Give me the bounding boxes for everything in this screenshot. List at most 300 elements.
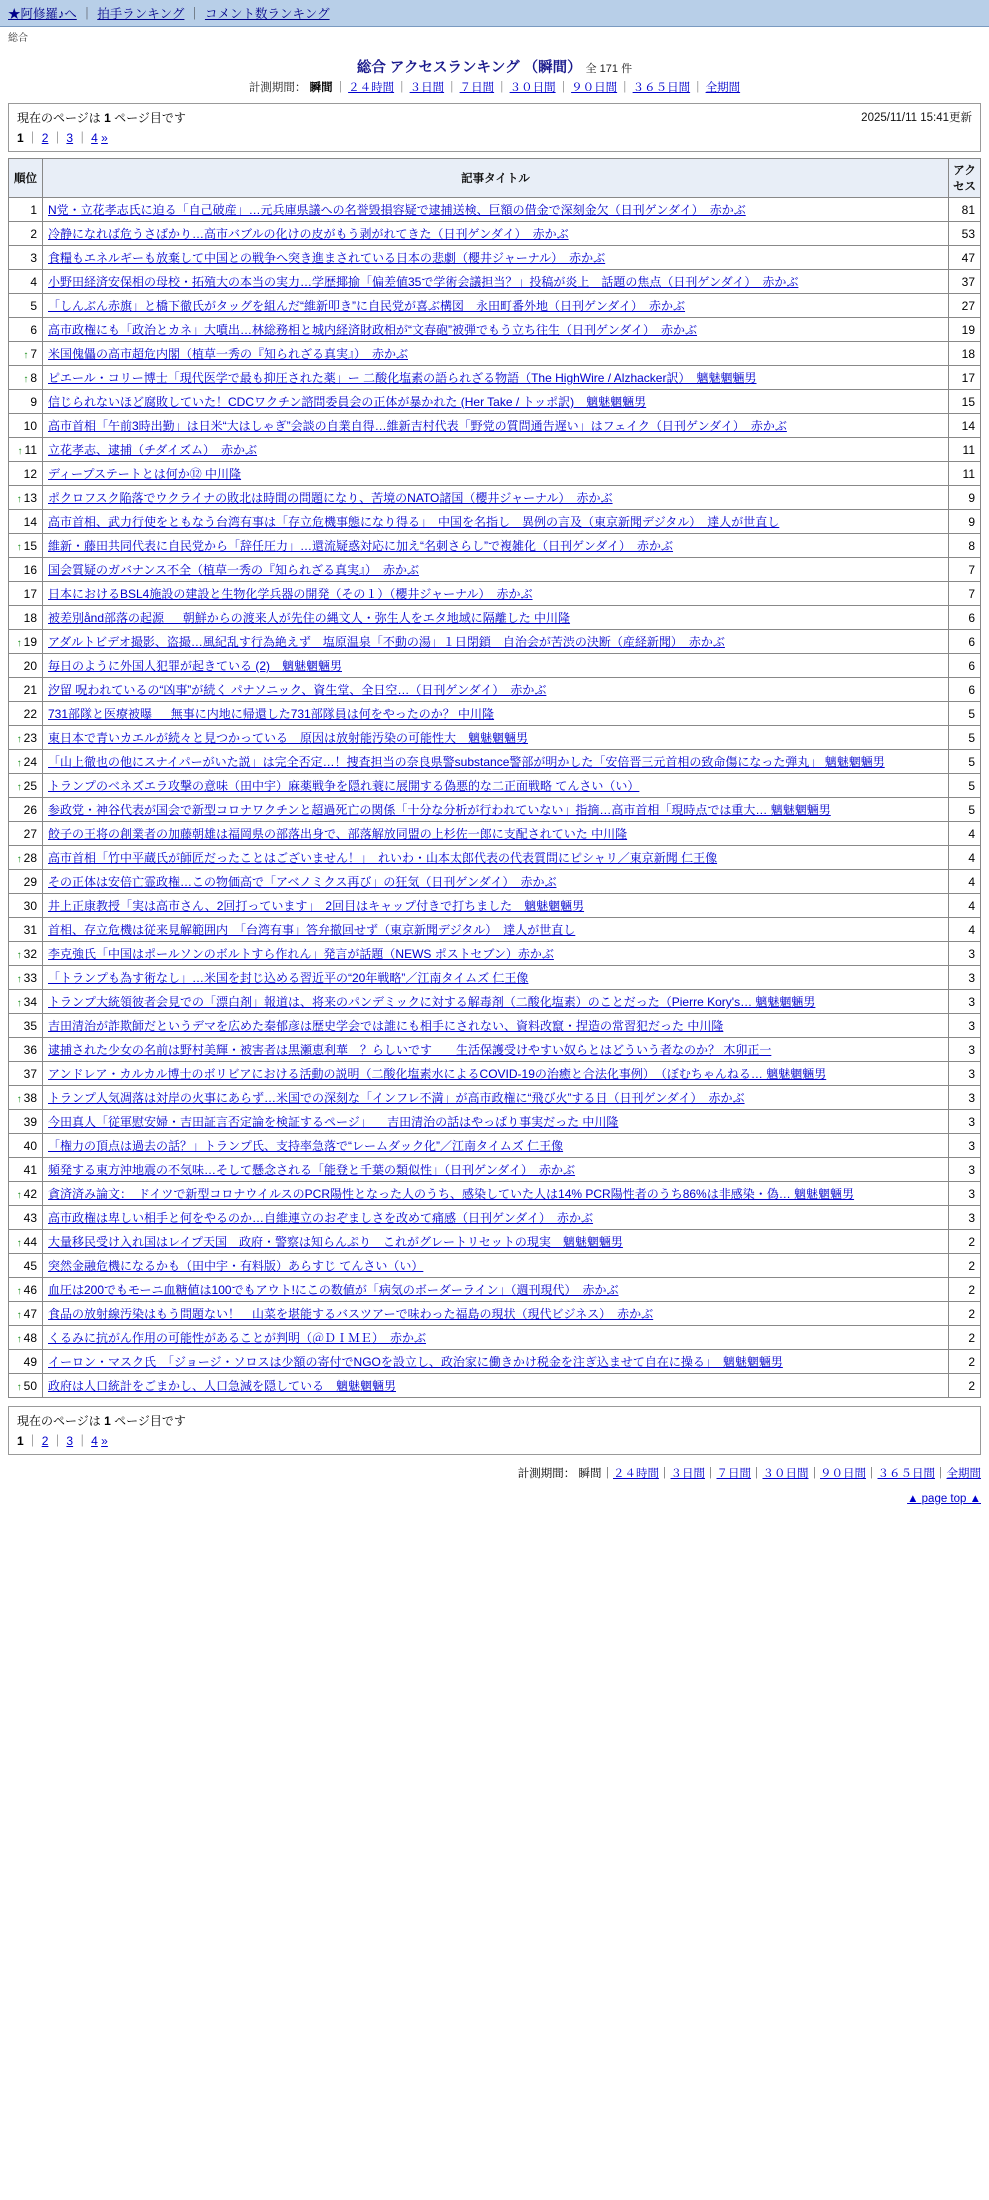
- article-title-link[interactable]: ディープステートとは何か⑫ 中川隆: [48, 467, 242, 481]
- rank-number: 28: [23, 850, 37, 865]
- period-option-30d-top[interactable]: ３０日間: [509, 82, 556, 94]
- period-option-7d-top[interactable]: ７日間: [459, 82, 495, 94]
- rank-cell: [9, 894, 43, 918]
- current-page-prefix-bottom: 現在のページは: [17, 1414, 101, 1428]
- rank-cell: [9, 798, 43, 822]
- article-title-link[interactable]: 高市首相、武力行使をともなう台湾有事は「存立危機事態になり得る」 中国を名指し 異例の言及（東京新聞デジタル） 達人が世直し: [48, 515, 780, 529]
- article-title-link[interactable]: 頻発する東方沖地震の不気味…そして懸念される「能登と千葉の類似性」（日刊ゲンダイ） 赤かぶ: [48, 1163, 576, 1177]
- access-count-cell: 3: [949, 966, 981, 990]
- article-title-cell: [43, 894, 949, 918]
- page-sep-b3: ｜: [76, 1434, 89, 1448]
- period-sep-b4: ｜: [751, 1468, 763, 1480]
- last-updated-text: 2025/11/11 15:41更新: [861, 112, 972, 124]
- rank-number: 17: [23, 586, 37, 601]
- article-title-link[interactable]: 今田真人「従軍慰安婦・吉田証言否定論を検証するページ」＿ 吉田清治の話はやっぱり事実だった 中川隆: [48, 1115, 619, 1129]
- article-title-cell: [43, 318, 949, 342]
- page-link-2-bottom[interactable]: 2: [41, 1434, 49, 1448]
- article-title-cell: [43, 510, 949, 534]
- access-count-cell: 11: [949, 462, 981, 486]
- top-navigation-bar: [0, 0, 989, 27]
- page-top-link[interactable]: ▲ page top ▲: [907, 1493, 981, 1505]
- page-info-box-bottom: [8, 1406, 981, 1455]
- rank-cell: [9, 942, 43, 966]
- arrow-up-icon: ↑: [16, 1189, 22, 1201]
- rank-cell: [9, 774, 43, 798]
- page-link-2-top[interactable]: 2: [41, 131, 49, 145]
- access-count-cell: 53: [949, 222, 981, 246]
- article-title-cell: [43, 822, 949, 846]
- rank-number: 31: [23, 922, 37, 937]
- rank-cell: [9, 1158, 43, 1182]
- article-title-cell: [43, 606, 949, 630]
- table-row: [9, 510, 981, 534]
- period-option-3d-top[interactable]: ３日間: [409, 82, 445, 94]
- access-count-cell: 2: [949, 1326, 981, 1350]
- article-title-link[interactable]: N党・立花孝志氏に迫る「自己破産」…元兵庫県議への名誉毀損容疑で逮捕送検、巨額の借金で深刻金欠（日刊ゲンダイ） 赤かぶ: [48, 203, 746, 217]
- article-title-link[interactable]: 小野田経済安保相の母校・拓殖大の本当の実力…学歴揶揄「偏差値35で学術会議担当？」投稿が炎上 話題の焦点（日刊ゲンダイ） 赤かぶ: [48, 275, 799, 289]
- article-title-link[interactable]: イーロン・マスク氏 「ジョージ・ソロスは少額の寄付でNGOを設立し、政治家に働きかけ税金を注ぎ込ませて自在に操る」 魑魅魍魎男: [48, 1355, 783, 1369]
- rank-cell: [9, 750, 43, 774]
- article-title-link[interactable]: 突然金融危機になるかも（田中宇・有料版）あらすじ てんさい（い）: [48, 1259, 424, 1273]
- rank-number: 47: [23, 1306, 37, 1321]
- table-row: [9, 1182, 981, 1206]
- article-title-cell: [43, 870, 949, 894]
- table-row: [9, 1350, 981, 1374]
- article-title-link[interactable]: 高市政権は卑しい相手と何をやるのか…自維連立のおぞましさを改めて痛感（日刊ゲンダイ） 赤かぶ: [48, 1211, 594, 1225]
- period-option-all-bottom[interactable]: 全期間: [946, 1468, 981, 1480]
- rank-cell: [9, 1038, 43, 1062]
- table-row: [9, 870, 981, 894]
- rank-number: 19: [23, 634, 37, 649]
- access-count-cell: 3: [949, 1014, 981, 1038]
- access-count-cell: 4: [949, 918, 981, 942]
- period-sep-5: ｜: [557, 82, 570, 94]
- page-title: [0, 56, 989, 77]
- article-title-cell: [43, 1302, 949, 1326]
- rank-number: 16: [23, 562, 37, 577]
- article-title-link[interactable]: 政府は人口統計をごまかし、人口急減を隠している 魑魅魍魎男: [48, 1379, 397, 1393]
- article-title-link[interactable]: くるみに抗がん作用の可能性があることが判明（＠ＤＩＭＥ） 赤かぶ: [48, 1331, 427, 1345]
- article-title-link[interactable]: 被差別ånd部落の起源 ＿ 朝鮮からの渡来人が先住の縄文人・弥生人をエタ地域に隔離した 中川隆: [48, 611, 571, 625]
- period-sep-b5: ｜: [808, 1468, 820, 1480]
- rank-cell: [9, 846, 43, 870]
- article-title-link[interactable]: トランプ大統領彼者会見での「漂白剤」報道は、将来のパンデミックに対する解毒剤（二酸化塩素）のことだった（Pierre Kory's… 魑魅魍魎男: [48, 995, 816, 1009]
- article-title-link[interactable]: 731部隊と医療被曝 ＿ 無事に内地に帰還した731部隊員は何をやったのか？ 中川隆: [48, 707, 495, 721]
- table-row: [9, 1158, 981, 1182]
- rank-cell: [9, 654, 43, 678]
- access-count-cell: 9: [949, 486, 981, 510]
- article-title-link[interactable]: 高市首相「竹中平蔵氏が師匠だったことはございません！」 れいわ・山本太郎代表の代表質問にピシャリ／東京新聞 仁王像: [48, 851, 718, 865]
- rank-cell: [9, 414, 43, 438]
- period-sep-b7: ｜: [935, 1468, 947, 1480]
- table-header-row: [9, 159, 981, 198]
- table-row: [9, 774, 981, 798]
- access-count-cell: 37: [949, 270, 981, 294]
- table-row: [9, 1134, 981, 1158]
- table-row: [9, 798, 981, 822]
- access-count-cell: 5: [949, 774, 981, 798]
- page-link-3-bottom[interactable]: 3: [66, 1434, 74, 1448]
- access-count-cell: 2: [949, 1230, 981, 1254]
- article-title-link[interactable]: ピエール・コリー博士「現代医学で最も抑圧された薬」ー 二酸化塩素の語られざる物語（The HighWire / Alzhacker訳） 魑魅魍魎男: [48, 371, 757, 385]
- access-count-cell: 6: [949, 678, 981, 702]
- nav-link-comment-ranking[interactable]: コメント数ランキング: [204, 7, 330, 21]
- rank-number: 7: [30, 346, 37, 361]
- article-title-cell: [43, 702, 949, 726]
- article-title-link[interactable]: 信じられないほど腐敗していた！CDCワクチン諮問委員会の正体が暴かれた (Her Take / トッポ訳) 魑魅魍魎男: [48, 395, 647, 409]
- period-option-3d-bottom[interactable]: ３日間: [670, 1468, 705, 1480]
- period-option-7d-bottom[interactable]: ７日間: [716, 1468, 751, 1480]
- arrow-up-icon: ↑: [16, 1285, 22, 1297]
- table-row: [9, 198, 981, 222]
- rank-number: 18: [23, 610, 37, 625]
- article-title-link[interactable]: 米国傀儡の高市超危内閣（植草一秀の『知られざる真実』） 赤かぶ: [48, 347, 409, 361]
- table-row: [9, 462, 981, 486]
- rank-cell: [9, 870, 43, 894]
- rank-cell: [9, 1254, 43, 1278]
- table-row: [9, 846, 981, 870]
- period-sep-b6: ｜: [866, 1468, 878, 1480]
- page-sep-2: ｜: [51, 131, 64, 145]
- rank-number: 1: [30, 202, 37, 217]
- rank-number: 25: [23, 778, 37, 793]
- article-title-link[interactable]: 食糧もエネルギーも放棄して中国との戦争へ突き進まされている日本の悲劇（櫻井ジャーナル） 赤かぶ: [48, 251, 606, 265]
- access-count-cell: 9: [949, 510, 981, 534]
- period-label-top: 計測期間：: [248, 82, 307, 94]
- article-title-link[interactable]: 国会質疑のガバナンス不全（植草一秀の『知られざる真実』） 赤かぶ: [48, 563, 420, 577]
- rank-number: 46: [23, 1282, 37, 1297]
- rank-cell: [9, 1374, 43, 1398]
- rank-number: 27: [23, 826, 37, 841]
- period-option-365d-bottom[interactable]: ３６５日間: [877, 1468, 935, 1480]
- rank-number: 34: [23, 994, 37, 1009]
- table-row: [9, 1110, 981, 1134]
- table-row: [9, 366, 981, 390]
- arrow-up-icon: ↑: [16, 973, 22, 985]
- page-link-3-top[interactable]: 3: [66, 131, 74, 145]
- article-title-link[interactable]: 餃子の王将の創業者の加藤朝雄は福岡県の部落出身で、部落解放同盟の上杉佐一郎に支配されていた 中川隆: [48, 827, 628, 841]
- period-option-365d-top[interactable]: ３６５日間: [632, 82, 691, 94]
- article-title-link[interactable]: 井上正康教授「実は高市さん、2回打っています」 2回目はキャップ付きで打ちました 魑魅魍魎男: [48, 899, 585, 913]
- access-count-cell: 3: [949, 1206, 981, 1230]
- article-title-link[interactable]: 「権力の頂点は過去の話？」トランプ氏、支持率急落で“レームダック化”／江南タイムズ 仁王像: [48, 1139, 564, 1153]
- rank-cell: [9, 918, 43, 942]
- article-title-link[interactable]: 東日本で青いカエルが続々と見つかっている 原因は放射能汚染の可能性大 魑魅魍魎男: [48, 731, 529, 745]
- period-option-24h-bottom[interactable]: ２４時間: [613, 1468, 659, 1480]
- rank-cell: [9, 678, 43, 702]
- rank-number: 29: [23, 874, 37, 889]
- top-nav-links: [8, 7, 330, 21]
- table-row: [9, 750, 981, 774]
- rank-number: 14: [23, 514, 37, 529]
- access-count-cell: 5: [949, 798, 981, 822]
- article-title-link[interactable]: アンドレア・カルカル博士のボリビアにおける活動の説明（二酸化塩素水によるCOVID-19の治癒と合法化事例） （ぼむちゃんねる… 魑魅魍魎男: [48, 1067, 827, 1081]
- article-title-link[interactable]: 貪済済み論文： ドイツで新型コロナウイルスのPCR陽性となった人のうち、感染していた人は14% PCR陽性者のうち86%は非感染・偽… 魑魅魍魎男: [48, 1187, 855, 1201]
- article-title-cell: [43, 1134, 949, 1158]
- period-label-bottom: 計測期間：: [517, 1468, 576, 1480]
- article-title-cell: [43, 486, 949, 510]
- rank-number: 10: [23, 418, 37, 433]
- page-title-text: 総合 アクセスランキング （瞬間）: [356, 60, 582, 76]
- article-title-link[interactable]: 日本におけるBSL4施設の建設と生物化学兵器の開発（その１）（櫻井ジャーナル） 赤かぶ: [48, 587, 533, 601]
- arrow-up-icon: ↑: [16, 1093, 22, 1105]
- rank-number: 2: [30, 226, 37, 241]
- table-row: [9, 1374, 981, 1398]
- nav-separator-2: ｜: [188, 7, 201, 21]
- access-count-cell: 3: [949, 1038, 981, 1062]
- rank-cell: [9, 270, 43, 294]
- rank-cell: [9, 606, 43, 630]
- table-row: [9, 390, 981, 414]
- period-option-90d-top[interactable]: ９０日間: [571, 82, 618, 94]
- table-row: [9, 246, 981, 270]
- page-sep-1: ｜: [26, 131, 39, 145]
- article-title-link[interactable]: トランプ人気凋落は対岸の火事にあらず…米国での深刻な「インフレ不満」が高市政権に“飛び火”する日（日刊ゲンダイ） 赤かぶ: [48, 1091, 745, 1105]
- current-page-prefix: 現在のページは: [17, 111, 101, 125]
- article-title-cell: [43, 246, 949, 270]
- table-row: [9, 726, 981, 750]
- rank-cell: [9, 486, 43, 510]
- rank-number: 23: [23, 730, 37, 745]
- access-count-cell: 14: [949, 414, 981, 438]
- table-row: [9, 438, 981, 462]
- rank-number: 24: [23, 754, 37, 769]
- rank-cell: [9, 966, 43, 990]
- period-selector-bottom: [0, 1465, 981, 1481]
- article-title-link[interactable]: 維新・藤田共同代表に自民党から「辞任圧力」…還流疑惑対応に加え“名刺さらし”で複雑化（日刊ゲンダイ） 赤かぶ: [48, 539, 674, 553]
- rank-cell: [9, 366, 43, 390]
- access-count-cell: 4: [949, 846, 981, 870]
- article-title-link[interactable]: 毎日のように外国人犯罪が起きている (2) 魑魅魍魎男: [48, 659, 343, 673]
- access-count-cell: 3: [949, 1110, 981, 1134]
- article-title-link[interactable]: 李克強氏「中国はポールソンのボルトすら作れん」発言が話題（NEWS ポストセブン）赤かぶ: [48, 947, 554, 961]
- page-link-4-top[interactable]: 4: [91, 131, 98, 145]
- article-title-link[interactable]: 「トランプも為す術なし」…米国を封じ込める習近平の“20年戦略”／江南タイムズ 仁王像: [48, 971, 529, 985]
- table-row: [9, 1254, 981, 1278]
- article-title-cell: [43, 1326, 949, 1350]
- article-title-cell: [43, 1182, 949, 1206]
- article-title-link[interactable]: 吉田清治が詐欺師だというデマを広めた秦郁彦は歴史学会では誰にも相手にされない、資料改竄・捏造の常習犯だった 中川隆: [48, 1019, 724, 1033]
- rank-number: 32: [23, 946, 37, 961]
- article-title-cell: [43, 654, 949, 678]
- article-title-cell: [43, 726, 949, 750]
- article-title-link[interactable]: ポクロフスク陥落でウクライナの敗北は時間の問題になり、苦境のNATO諸国（櫻井ジャーナル） 赤かぶ: [48, 491, 613, 505]
- rank-number: 8: [30, 370, 37, 385]
- access-count-cell: 3: [949, 1062, 981, 1086]
- access-count-cell: 6: [949, 654, 981, 678]
- arrow-up-icon: ↑: [16, 997, 22, 1009]
- rank-number: 43: [23, 1210, 37, 1225]
- pagination-bottom: [17, 1432, 972, 1449]
- rank-cell: [9, 462, 43, 486]
- access-count-cell: 27: [949, 294, 981, 318]
- rank-number: 5: [30, 298, 37, 313]
- period-sep-b1: ｜: [601, 1468, 613, 1480]
- article-title-cell: [43, 462, 949, 486]
- table-row: [9, 1014, 981, 1038]
- rank-number: 9: [30, 394, 37, 409]
- current-page-number-bottom: 1: [104, 1414, 111, 1428]
- table-row: [9, 414, 981, 438]
- rank-cell: [9, 318, 43, 342]
- article-title-cell: [43, 1230, 949, 1254]
- article-title-cell: [43, 1350, 949, 1374]
- rank-number: 20: [23, 658, 37, 673]
- article-title-cell: [43, 366, 949, 390]
- rank-cell: [9, 1302, 43, 1326]
- rank-number: 22: [23, 706, 37, 721]
- rank-number: 13: [23, 490, 37, 505]
- article-title-cell: [43, 750, 949, 774]
- page-sep-b1: ｜: [26, 1434, 39, 1448]
- article-title-link[interactable]: 汐留 呪われているの“凶事”が続く パナソニック、資生堂、全日空…（日刊ゲンダイ） 赤かぶ: [48, 683, 547, 697]
- article-title-cell: [43, 1038, 949, 1062]
- current-page-number: 1: [104, 111, 111, 125]
- article-title-link[interactable]: 立花孝志、逮捕（チダイズム） 赤かぶ: [48, 443, 258, 457]
- article-title-cell: [43, 342, 949, 366]
- period-sep-7: ｜: [692, 82, 704, 94]
- article-title-link[interactable]: その正体は安倍亡霊政権…この物価高で「アベノミクス再び」の狂気（日刊ゲンダイ） 赤かぶ: [48, 875, 557, 889]
- arrow-up-icon: ↑: [16, 853, 22, 865]
- rank-number: 41: [23, 1162, 37, 1177]
- rank-number: 45: [23, 1258, 37, 1273]
- nav-separator-1: ｜: [80, 7, 94, 21]
- rank-cell: [9, 534, 43, 558]
- article-title-cell: [43, 582, 949, 606]
- article-title-cell: [43, 630, 949, 654]
- period-option-24h-top[interactable]: ２４時間: [348, 82, 395, 94]
- access-count-cell: 6: [949, 630, 981, 654]
- rank-cell: [9, 1134, 43, 1158]
- access-count-cell: 81: [949, 198, 981, 222]
- article-title-cell: [43, 942, 949, 966]
- page-link-1-top: 1: [17, 131, 24, 145]
- table-row: [9, 582, 981, 606]
- article-title-cell: [43, 798, 949, 822]
- article-title-link[interactable]: 逮捕された少女の名前は野村美輝・被害者は黒瀬恵利華 ？らしいです 生活保護受けやすい奴らとはどういう者なのか？ 木卯正一: [48, 1043, 772, 1057]
- rank-number: 30: [23, 898, 37, 913]
- current-page-line-top: [17, 109, 972, 126]
- article-title-link[interactable]: アダルトビデオ撮影、盗撮…風紀乱す行為絶えず 塩原温泉「不動の湯」１日閉鎖 自治会が苦渋の決断（産経新聞） 赤かぶ: [48, 635, 725, 649]
- period-option-90d-bottom[interactable]: ９０日間: [820, 1468, 866, 1480]
- period-sep-b2: ｜: [659, 1468, 671, 1480]
- rank-number: 21: [23, 682, 37, 697]
- table-row: [9, 294, 981, 318]
- table-row: [9, 1206, 981, 1230]
- nav-link-clap-ranking[interactable]: 拍手ランキング: [97, 7, 185, 21]
- access-count-cell: 7: [949, 558, 981, 582]
- article-title-link[interactable]: 大量移民受け入れ国はレイプ天国 政府・警察は知らんぷり これがグレートリセットの現実 魑魅魍魎男: [48, 1235, 623, 1249]
- table-row: [9, 1038, 981, 1062]
- article-title-link[interactable]: トランプのベネズエラ攻撃の意味（田中宇）麻薬戦争を隠れ蓑に展開する偽悪的な二正面戦略 てんさい（い）: [48, 779, 640, 793]
- arrow-up-icon: ↑: [16, 637, 22, 649]
- article-title-link[interactable]: 冷静になれば危うさばかり…高市バブルの化けの皮がもう剥がれてきた（日刊ゲンダイ） 赤かぶ: [48, 227, 569, 241]
- current-page-suffix: ページ目です: [114, 111, 186, 125]
- page-link-next-bottom[interactable]: »: [101, 1434, 108, 1448]
- table-row: [9, 1230, 981, 1254]
- article-title-link[interactable]: 高市政権にも「政治とカネ」大噴出…林総務相と城内経済財政相が“文春砲”被弾でもう立ち往生（日刊ゲンダイ） 赤かぶ: [48, 323, 698, 337]
- rank-cell: [9, 438, 43, 462]
- article-title-link[interactable]: 首相、存立危機は従来見解範囲内 「台湾有事」答弁撤回せず（東京新聞デジタル） 達人が世直し: [48, 923, 576, 937]
- article-title-link[interactable]: 食品の放射線汚染はもう問題ない！ 山菜を堪能するバスツアーで味わった福島の現状（現代ビジネス） 赤かぶ: [48, 1307, 654, 1321]
- arrow-up-icon: ↑: [16, 493, 22, 505]
- article-title-cell: [43, 270, 949, 294]
- access-count-cell: 5: [949, 750, 981, 774]
- rank-number: 6: [30, 322, 37, 337]
- page-link-1-bottom: 1: [17, 1434, 24, 1448]
- current-page-line-bottom: [17, 1412, 972, 1429]
- period-option-all-top[interactable]: 全期間: [705, 82, 741, 94]
- rank-number: 33: [23, 970, 37, 985]
- table-row: [9, 630, 981, 654]
- rank-cell: [9, 246, 43, 270]
- arrow-up-icon: ↑: [23, 373, 29, 385]
- table-row: [9, 486, 981, 510]
- article-title-cell: [43, 774, 949, 798]
- rank-number: 35: [23, 1018, 37, 1033]
- arrow-up-icon: ↑: [17, 445, 23, 457]
- access-count-cell: 17: [949, 366, 981, 390]
- access-count-cell: 2: [949, 1278, 981, 1302]
- article-title-link[interactable]: 「山上徹也の他にスナイパーがいた説」は完全否定…！捜査担当の奈良県警substance警部が明かした「安倍晋三元首相の致命傷になった弾丸」 魑魅魍魎男: [48, 755, 885, 769]
- article-title-cell: [43, 294, 949, 318]
- period-option-30d-bottom[interactable]: ３０日間: [762, 1468, 809, 1480]
- arrow-up-icon: ↑: [16, 949, 22, 961]
- rank-number: 49: [23, 1354, 37, 1369]
- access-count-cell: 11: [949, 438, 981, 462]
- arrow-up-icon: ↑: [23, 349, 29, 361]
- period-sep-4: ｜: [496, 82, 508, 94]
- page-sep-b2: ｜: [51, 1434, 64, 1448]
- rank-cell: [9, 1278, 43, 1302]
- table-row: [9, 270, 981, 294]
- arrow-up-icon: ↑: [16, 733, 22, 745]
- article-title-cell: [43, 918, 949, 942]
- table-row: [9, 606, 981, 630]
- rank-cell: [9, 822, 43, 846]
- article-title-link[interactable]: 「しんぶん赤旗」と橋下徹氏がタッグを組んだ“維新叩き”に自民党が喜ぶ構図 永田町番外地（日刊ゲンダイ） 赤かぶ: [48, 299, 686, 313]
- rank-cell: [9, 1086, 43, 1110]
- arrow-up-icon: ↑: [16, 757, 22, 769]
- page-link-next-top[interactable]: »: [101, 131, 108, 145]
- access-count-cell: 4: [949, 894, 981, 918]
- table-row: [9, 1302, 981, 1326]
- page-top-link-container: [0, 1493, 981, 1505]
- article-title-link[interactable]: 血圧は200でもモーニ血糖値は100でもアウト!にこの数値が「病気のボーダーライン」（週刊現代） 赤かぶ: [48, 1283, 619, 1297]
- rank-number: 12: [23, 466, 37, 481]
- access-count-cell: 2: [949, 1302, 981, 1326]
- rank-cell: [9, 1206, 43, 1230]
- access-count-cell: 3: [949, 990, 981, 1014]
- article-title-cell: [43, 846, 949, 870]
- page-link-4-bottom[interactable]: 4: [91, 1434, 98, 1448]
- table-row: [9, 942, 981, 966]
- article-title-link[interactable]: 高市首相「午前3時出勤」は日米“大はしゃぎ”会談の自業自得…維新吉村代表「野党の質問通告遅い」はフェイク（日刊ゲンダイ） 赤かぶ: [48, 419, 787, 433]
- article-title-link[interactable]: 参政党・神谷代表が国会で新型コロナワクチンと超過死亡の関係「十分な分析が行われていない」指摘…高市首相「現時点では重大… 魑魅魍魎男: [48, 803, 831, 817]
- access-count-cell: 15: [949, 390, 981, 414]
- period-sep-b3: ｜: [705, 1468, 717, 1480]
- table-row: [9, 1326, 981, 1350]
- rank-number: 39: [23, 1114, 37, 1129]
- access-count-cell: 19: [949, 318, 981, 342]
- rank-number: 44: [23, 1234, 37, 1249]
- period-selector-top: [0, 79, 989, 95]
- column-header-access: アクセス: [949, 159, 981, 198]
- nav-link-home[interactable]: ★阿修羅♪へ: [8, 7, 77, 21]
- arrow-up-icon: ↑: [16, 1237, 22, 1249]
- rank-number: 3: [30, 250, 37, 265]
- rank-cell: [9, 198, 43, 222]
